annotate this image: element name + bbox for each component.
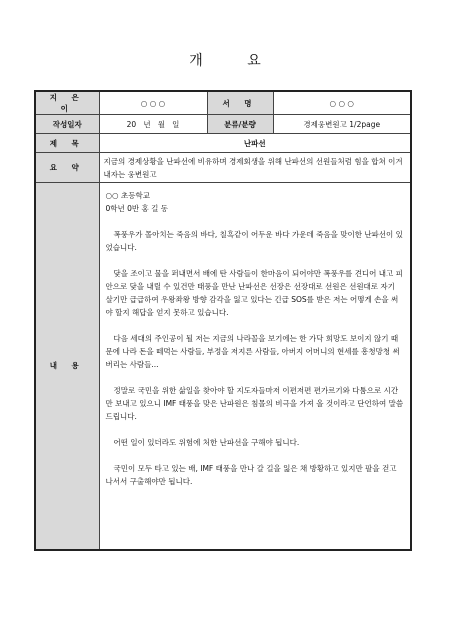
paragraph: 국민이 모두 타고 있는 배, IMF 태풍을 만나 갈 길을 잃은 채 방황하고 있지만 팔을 걷고 나서서 구출해야만 됩니다. — [105, 464, 397, 486]
signature-value: ○ ○ ○ — [273, 91, 411, 115]
author-label: 지 은 이 — [35, 91, 99, 115]
signature-label: 서 명 — [207, 91, 273, 115]
paragraph: 폭풍우가 몰아치는 죽음의 바다, 칠흑같이 어두운 바다 가운데 죽음을 맞이한 난파선이 있었습니다. — [105, 230, 403, 252]
date-label: 작성일자 — [35, 115, 99, 134]
paragraph: 다음 세대의 주인공이 될 저는 지금의 나라꼴을 보기에는 한 가닥 희망도 보이지 않기 때문에 나라 돈을 떼먹는 사람들, 부정을 저지른 사람들, 아버지 어머니의 현세를 흥청망청 써 버리는 사람들... — [105, 334, 400, 369]
summary-value: 지금의 경제상황을 난파선에 비유하며 경제회생을 위해 난파선의 선원들처럼 힘을 합쳐 이겨내자는 웅변원고 — [99, 153, 411, 183]
paragraph: 닻을 조이고 물을 퍼내면서 배에 탄 사람들이 한마음이 되어야만 폭풍우를 견디어 내고 피안으로 닻을 내릴 수 있건만 태풍을 만난 난파선은 선장은 선장대로 선원은 선원대로 자기 살기만 급급하여 우왕좌왕 방향 감각을 잃고 있다는 긴급 SOS를 받은 저는 어떻게 손을 써야 할지 해답을 얻지 못하고 있습니다. — [105, 269, 403, 317]
paragraph: 정말로 국민을 위한 삶일을 찾아야 할 지도자들마저 이편저편 편가르기와 다툼으로 시간만 보내고 있으니 IMF 태풍을 맞은 난파원은 침몰의 비극을 가져 올 것이라고 단언하여 말씀드립니다. — [105, 386, 404, 421]
paragraph: 어떤 일이 있더라도 위험에 처한 난파선을 구해야 됩니다. — [113, 438, 300, 447]
date-value: 20 년 월 일 — [99, 115, 207, 134]
student-line: 0학년 0반 홍 길 동 — [105, 204, 169, 213]
author-value: ○ ○ ○ — [99, 91, 207, 115]
subject-label: 제 목 — [35, 134, 99, 153]
school-line: ○○ 초등학교 — [105, 191, 150, 200]
document-title: 개 요 — [189, 53, 281, 69]
subject-value: 난파선 — [99, 134, 411, 153]
category-value: 경제웅변원고 1/2page — [273, 115, 411, 134]
category-label: 분류/분량 — [207, 115, 273, 134]
content-body — [99, 183, 411, 550]
summary-label: 요 약 — [35, 153, 99, 183]
content-label: 내 용 — [35, 183, 99, 550]
summary-form-table — [34, 90, 412, 551]
